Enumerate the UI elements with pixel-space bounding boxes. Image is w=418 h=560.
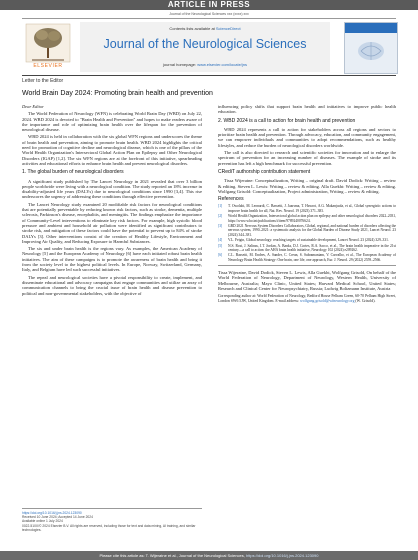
article-footnotes [22,508,202,532]
contents-prefix: Contents lists available at [169,26,216,31]
sciencedirect-link[interactable]: ScienceDirect [215,26,241,31]
citation-footer [0,551,418,560]
correspondence-address: Corresponding author at: World Federation of Neurology, Bedford House Pelham Green, 60-70 Pelham High Street, London SW6 5JW, United Kingdom. [218,294,396,303]
homepage-prefix: journal homepage: [162,62,198,67]
reference-item[interactable] [218,224,396,237]
salutation: Dear Editor [22,104,44,109]
paragraph: The Lancet Neurology study examined 20 modifiable risk factors for neurological conditions that are potentially preventable by reducing known risk factors, such as stroke, dementia, multiple sclerosis, Parkinson's disease, encephalitis, and meningitis. The findings emphasize the importance of Community-Level interventions to eliminate key risk factors. For example, high systolic blood pressure and ambient and household air pollution were identified as significant contributors to stroke risk, and mitigation of these factors could have the potential to prevent up to 84% of stroke DALYs [3]. Other interventions consist of the creation of Healthy Lifestyle, Environment and Improving Air Quality, and Reducing Exposure to Harmful Substances. [22,201,202,244]
left-column [22,104,202,298]
correspondence-note [218,294,396,303]
email-link[interactable]: wolfgang.grisold@wfneurology.org [300,298,355,303]
masthead-center-panel [80,22,330,72]
reference-list [218,204,396,262]
section-heading: 2. WBD 2024 is a call to action for brain health and prevention [218,117,356,124]
paragraph: WBD 2024 is held in collaboration with the six global WFN regions and underscores the theme of brain health and prevention, aiming to promote brain health. WBD 2024 highlights the critical need for promotion of cognitive decline and neurological disease, which is one of the pillars of the World Health Organization's Intersectoral Global Action Plan on Epilepsy and Other Neurological Disorders (IGAP) [1,2]. The six WFN regions are at the forefront of this initiative, spearheading activities and educational efforts to enhance brain health and prevent neurological disorders. [22,134,202,166]
citation-prefix: Please cite this article as: T. Wijeratne et al., Journal of the Neurological Sciences, [99,553,246,558]
author-affiliations: Tissa Wijeratne, David Dodick, Steven L. Lewis, Alla Guekht, Wolfgang Grisold, On behalf of the World Federation of Neurology, Department of Neurology, Western Health, University of Melbourne, Australia; Mayo Clinic, United States; Harvard Medical School, United States; Research and Clinical Center for Neuropsychiatry, Russia; Ludwig Boltzmann Institute, Austria [218,269,396,291]
paragraph: WBD 2024 represents a call to action for stakeholders across all regions and sectors to prioritize brain health and prevention. Through advocacy, education, and community engagement, we can empower individuals and communities to adopt recommendations, such as healthy lifestyles, and reduce the burden of neurological disorders worldwide. [218,126,396,148]
available-online: Available online 1 July 2024 [22,519,63,524]
reference-number: [4] [218,238,223,243]
reference-item[interactable] [218,238,396,242]
article-in-press-banner: ARTICLE IN PRESS [0,0,418,10]
paragraph: influencing policy shifts that support brain health and initiatives to improve public health education. [218,104,396,115]
journal-cover-thumbnail[interactable] [344,22,398,74]
reference-item[interactable] [218,204,396,213]
credit-heading: CRediT authorship contribution statement [218,168,311,175]
journal-title[interactable]: Journal of the Neurological Sciences [103,37,307,51]
references-heading: References [218,196,244,203]
journal-reference-line: Journal of the Neurological Sciences xxx (xxxx) xxx [169,12,249,16]
reference-item[interactable] [218,244,396,253]
citation-doi-link[interactable]: https://doi.org/10.1016/j.jns.2024.123090 [245,553,319,558]
email-suffix: (W. Grisold). [354,298,376,303]
reference-item[interactable] [218,214,396,223]
cover-brain-icon [345,33,397,73]
reference-text: T. Owolabi, M. Leonardi, C. Bassetti, J. Jaarsma, T. Hawrot, A.G. Makanjuola, et al., Global synergistic actions to improve brain health for all, Nat. Rev. Neurol. 19 (2023) 371–383. [228,204,396,213]
reference-number: [6] [218,253,223,258]
reference-text: N.S. Rost, J. Salinas, J.T. Jordan, A. Banks, D.J. Cortes, R.A. Sacco, et al., The brain health imperative in the 21st century—a call to action: the AHA brain health initiative, Neurology 102 (2024) e209262. [228,243,396,252]
reference-number: [5] [218,243,223,248]
section-heading: 1. The global burden of neurological disorders [22,169,124,176]
doi-link[interactable]: https://doi.org/10.1016/j.jns.2024.123090 [22,511,82,515]
reference-text: C.L. Bassetti, M. Endres, A. Sander, C. Crean, S. Subramaniam, V. Carvalho, et al., The European Academy of Neurology Brain Health Strategy: One brain, one life, one approach, Eur. J. Neurol. 29 (2022) 2559–2566. [228,253,396,262]
paragraph: The call is also directed to research and scientific societies for innovation and to enlarge the spectrum of prevention for an increasing number of diseases. The example of stroke and its prevention has left a high benchmark for successful prevention. [218,150,396,166]
article-type-label: Letter to the Editor [22,78,64,84]
journal-homepage-line [80,62,330,67]
reference-text: World Health Organization, Intersectoral global action plan on epilepsy and other neurological disorders 2022–2031, https://www.who.int/publications/i/item/9789240076624. [228,214,397,223]
paragraph: The World Federation of Neurology (WFN) is celebrating World Brain Day (WBD) on July 22, 2024. WBD 2024 is devoted to "Brain Health and Prevention" and hopes to make readers aware of the importance and role of optimizing brain health over the lifespan for the prevention of neurological disease. [22,111,202,133]
contents-available-line [80,26,330,31]
paragraph: The six and under brain health is the regions vary. As examples, the American Academy of Neurology [5] and the European Academy of Neurology [6] have each initiated robust brain health initiatives. The aim of these campaigns is to promote the awareness of brain health and bring it from the society level to the highest political levels. In Europe, Norway, Switzerland, Germany, Italy, and Belgium have led such successful initiatives. [22,246,202,273]
reference-number: [2] [218,214,223,219]
divider [218,265,396,266]
publisher-name: ELSEVIER [33,63,63,69]
journal-homepage-link[interactable]: www.elsevier.com/locate/jns [197,62,248,67]
right-column [218,104,396,303]
cover-band [345,23,397,33]
article-title: World Brain Day 2024: Promoting brain health and prevention [22,90,213,97]
email-label: E-mail address: [275,298,301,303]
reference-item[interactable] [218,253,396,262]
paragraph: The repeal and neurological societies have a pivotal responsibility to create, implement, and disseminate educational and advocacy campaigns that engage communities and utilize an array of communication channels to bring the crucial issue of brain health and disease prevention to political and non-governmental stakeholders, with the objective of [22,274,202,296]
reference-number: [1] [218,204,223,209]
reference-number: [3] [218,224,223,229]
reference-text: V.L. Feigin, Global neurology: reaching targets of sustainable development, Lancet Neurol. 23 (2024) 329–331. [228,238,389,243]
journal-masthead [22,18,396,76]
reference-text: GBD 2021 Nervous System Disorders Collaborators, Global, regional, and national burden of disorders affecting the nervous system, 1990–2021: a systematic analysis for the Global Burden of Disease Study 2021, Lancet Neurol. 23 (2024) 344–381. [228,224,396,237]
copyright-notice: 0022-510X/© 2024 Elsevier B.V. All rights are reserved, including those for text and data mining, AI training, and similar technologies. [22,523,196,532]
received-dates: Received 10 June 2024; Accepted 14 June 2024 [22,515,93,520]
credit-statement: Tissa Wijeratne: Conceptualization, Writing – original draft. David Dodick: Writing – review & editing. Steven L. Lewis: Writing – review & editing. Alla Guekht: Writing – review & editing. Wolfgang Grisold: Conceptualization, Project administration, Writing – review & editing. [218,178,396,194]
paragraph: A significant study published by The Lancet Neurology in 2021 revealed that over 3 billion people worldwide were living with a neurological condition. The study reported an 18% increase in disability-adjusted life years (DALYs) due to neurological conditions since 1990 [3,4]. This rise underscores the urgency of addressing these conditions through effective prevention. [22,178,202,200]
